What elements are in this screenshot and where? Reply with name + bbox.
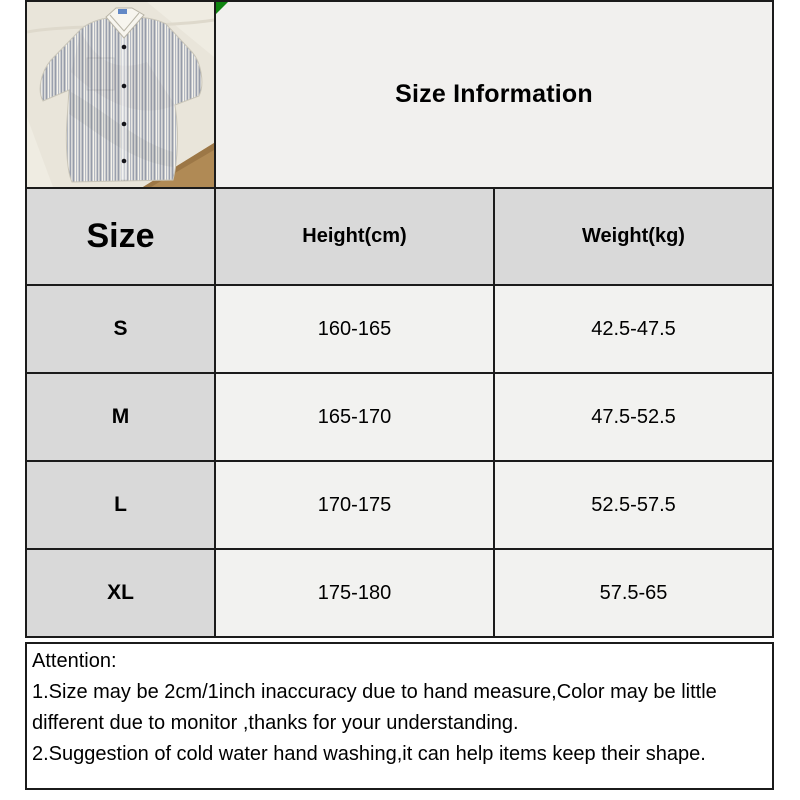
attention-line-3: 2.Suggestion of cold water hand washing,it can help items keep their shape. xyxy=(32,743,706,765)
weight-cell: 52.5-57.5 xyxy=(495,462,772,548)
header-height: Height(cm) xyxy=(216,189,493,284)
page-title: Size Information xyxy=(395,80,593,108)
size-cell: L xyxy=(27,462,214,548)
height-cell: 160-165 xyxy=(216,286,493,372)
attention-line-2: different due to monitor ,thanks for your understanding. xyxy=(32,712,519,734)
attention-heading: Attention: xyxy=(32,650,117,672)
collar-tag xyxy=(118,9,127,14)
height-cell: 170-175 xyxy=(216,462,493,548)
striped-shirt-photo xyxy=(27,2,214,187)
size-information-header xyxy=(216,2,772,187)
size-table xyxy=(25,0,774,638)
size-cell: XL xyxy=(27,550,214,636)
attention-line-1: 1.Size may be 2cm/1inch inaccuracy due to hand measure,Color may be little xyxy=(32,681,717,703)
size-cell: S xyxy=(27,286,214,372)
header-weight: Weight(kg) xyxy=(495,189,772,284)
product-photo xyxy=(27,2,214,187)
height-cell: 165-170 xyxy=(216,374,493,460)
green-corner-marker-icon xyxy=(216,2,228,14)
height-cell: 175-180 xyxy=(216,550,493,636)
attention-note xyxy=(25,642,774,790)
weight-cell: 42.5-47.5 xyxy=(495,286,772,372)
header-size: Size xyxy=(27,189,214,284)
weight-cell: 57.5-65 xyxy=(495,550,772,636)
size-cell: M xyxy=(27,374,214,460)
weight-cell: 47.5-52.5 xyxy=(495,374,772,460)
